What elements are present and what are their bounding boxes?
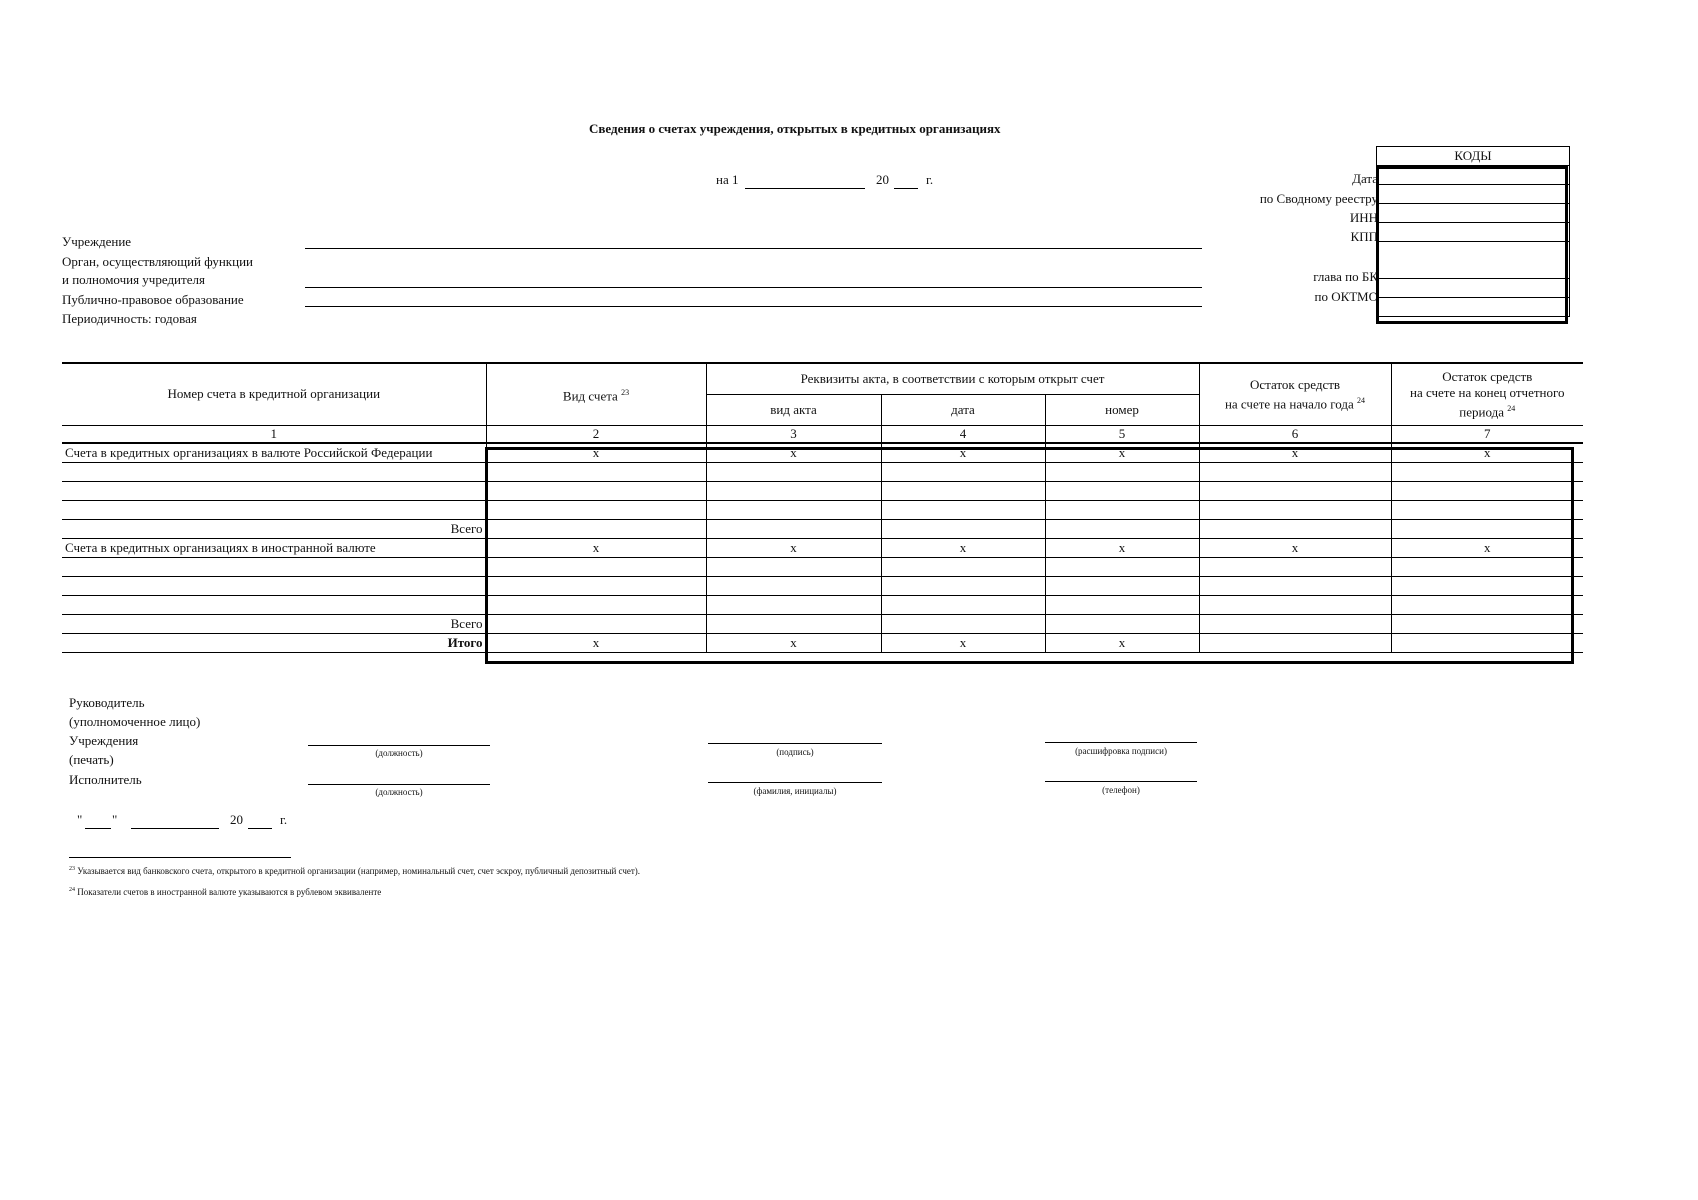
code-cell-date[interactable] [1377,166,1570,185]
table-row[interactable] [62,595,1583,614]
document-title: Сведения о счетах учреждения, открытых в кредитных организациях [589,121,1001,136]
code-cell-bk[interactable] [1377,242,1570,279]
table-cell[interactable] [1045,576,1199,595]
section-fx-label: Счета в кредитных организациях в иностранной валюте [62,538,486,557]
table-cell[interactable] [1045,462,1199,481]
table-row [62,538,1583,557]
table-row[interactable] [62,481,1583,500]
table-cell[interactable] [486,462,706,481]
x-mark: x [1199,443,1391,463]
code-cell-inn[interactable] [1377,204,1570,223]
table-cell[interactable] [486,576,706,595]
table-cell[interactable] [1199,500,1391,519]
table-cell[interactable] [1391,481,1583,500]
x-mark: x [486,633,706,652]
accounts-table [62,362,1583,653]
col-number-6: 6 [1199,425,1391,443]
table-cell[interactable] [1391,519,1583,538]
table-cell[interactable] [1199,633,1391,652]
table-cell[interactable] [1199,519,1391,538]
codes-table [1376,146,1570,317]
table-row[interactable] [62,576,1583,595]
date-day-month-field[interactable] [745,188,865,189]
table-cell[interactable] [62,500,486,519]
col-header-act-type: вид акта [706,394,881,425]
col-header-act-details: Реквизиты акта, в соответствии с которым открыт счет [706,363,1199,394]
table-cell[interactable] [881,595,1045,614]
col-number-7: 7 [1391,425,1583,443]
table-cell[interactable] [1045,614,1199,633]
footer-date-open-quote: " [77,812,83,827]
section-rub-label: Счета в кредитных организациях в валюте Российской Федерации [62,443,486,463]
founder-field[interactable] [305,287,1202,288]
x-mark: x [881,443,1045,463]
table-cell[interactable] [1391,557,1583,576]
table-row [62,519,1583,538]
executor-position-field[interactable] [308,784,490,785]
institution-label: Учреждение [62,234,132,249]
codes-label-date: Дата [1352,171,1378,186]
table-cell[interactable] [706,614,881,633]
code-cell-periodicity[interactable] [1377,298,1570,317]
table-cell[interactable] [486,595,706,614]
table-row [62,443,1583,463]
x-mark: x [486,443,706,463]
x-mark: x [881,538,1045,557]
head-label-line1: Руководитель [69,695,145,710]
col-header-account-number: Номер счета в кредитной организации [62,363,486,425]
col-number-3: 3 [706,425,881,443]
table-row[interactable] [62,500,1583,519]
code-cell-oktmo[interactable] [1377,279,1570,298]
table-cell[interactable] [486,557,706,576]
codes-header: КОДЫ [1377,147,1570,166]
codes-label-bk: глава по БК [1313,269,1378,284]
table-cell[interactable] [62,462,486,481]
head-position-caption: (должность) [375,748,423,758]
date-year-prefix: 20 [876,172,889,187]
footer-date-close-quote: " [112,812,118,827]
table-cell[interactable] [1045,519,1199,538]
table-cell[interactable] [881,614,1045,633]
table-cell[interactable] [706,500,881,519]
public-entity-field[interactable] [305,306,1202,307]
table-cell[interactable] [1391,576,1583,595]
periodicity-label: Периодичность: годовая [62,311,197,326]
founder-label-line2: и полномочия учредителя [62,272,205,287]
footnote-23: $^{23}$ Указывается вид банковского счета, открытого в кредитной организации (например, номинальный счет, счет эскроу, публичный депозитный счет). [69,866,641,876]
table-cell[interactable] [62,576,486,595]
x-mark: x [706,633,881,652]
table-cell[interactable] [881,519,1045,538]
table-cell[interactable] [706,481,881,500]
col-header-balance-start: Остаток средств на счете на начало года $^{24}$ [1199,363,1391,425]
table-cell[interactable] [1391,462,1583,481]
table-cell[interactable] [1391,633,1583,652]
table-cell[interactable] [486,519,706,538]
x-mark: x [706,443,881,463]
head-signature-caption: (подпись) [776,747,814,757]
footer-date-month-field[interactable] [131,828,219,829]
footer-date-year-prefix: 20 [230,812,243,827]
col-header-balance-end: Остаток средств на счете на конец отчетного периода $^{24}$ [1391,363,1583,425]
codes-label-inn: ИНН [1349,210,1378,225]
institution-field[interactable] [305,248,1202,249]
table-cell[interactable] [881,481,1045,500]
x-mark: x [1045,538,1199,557]
col-number-4: 4 [881,425,1045,443]
x-mark: x [706,538,881,557]
code-cell-registry[interactable] [1377,185,1570,204]
col-number-5: 5 [1045,425,1199,443]
table-cell[interactable] [486,500,706,519]
executor-name-field[interactable] [708,782,882,783]
table-cell[interactable] [881,576,1045,595]
executor-phone-field[interactable] [1045,781,1197,782]
codes-label-oktmo: по ОКТМО [1314,289,1378,304]
executor-name-caption: (фамилия, инициалы) [753,786,837,796]
table-row[interactable] [62,462,1583,481]
footnote-separator [69,857,291,858]
table-cell[interactable] [62,595,486,614]
table-cell[interactable] [486,481,706,500]
col-header-act-date: дата [881,394,1045,425]
date-prefix: на 1 [716,172,739,187]
date-year-field[interactable] [894,188,918,189]
head-position-field[interactable] [308,745,490,746]
executor-position-caption: (должность) [375,787,423,797]
table-cell[interactable] [1391,614,1583,633]
table-row[interactable] [62,557,1583,576]
table-cell[interactable] [881,462,1045,481]
grand-total-label: Итого [62,633,486,652]
codes-label-registry: по Сводному реестру [1259,191,1378,206]
footer-date-year-field[interactable] [248,828,272,829]
public-entity-label: Публично-правовое образование [62,292,244,307]
head-decoding-caption: (расшифровка подписи) [1075,746,1167,756]
table-cell[interactable] [1391,500,1583,519]
table-cell[interactable] [1199,557,1391,576]
table-cell[interactable] [706,557,881,576]
table-cell[interactable] [62,481,486,500]
table-cell[interactable] [1199,614,1391,633]
footer-date-day-field[interactable] [85,828,111,829]
col-header-account-type: Вид счета $^{23}$ [486,363,706,425]
table-cell[interactable] [486,614,706,633]
col-header-act-number: номер [1045,394,1199,425]
head-label-line4: (печать) [69,752,114,767]
table-cell[interactable] [1199,595,1391,614]
executor-label: Исполнитель [69,772,142,787]
executor-phone-caption: (телефон) [1102,785,1140,795]
footer-date-suffix: г. [280,812,288,827]
table-cell[interactable] [706,462,881,481]
table-cell[interactable] [706,519,881,538]
table-cell[interactable] [706,595,881,614]
head-label-line3: Учреждения [69,733,139,748]
table-cell[interactable] [1199,576,1391,595]
codes-label-kpp: КПП [1350,229,1378,244]
table-row [62,614,1583,633]
table-cell[interactable] [881,557,1045,576]
x-mark: x [1391,538,1583,557]
footnote-24: $^{24}$ Показатели счетов в иностранной валюте указываются в рублевом эквиваленте [69,887,382,897]
subtotal-rub-label: Всего [62,519,486,538]
table-cell[interactable] [706,576,881,595]
x-mark: x [881,633,1045,652]
x-mark: x [1199,538,1391,557]
x-mark: x [1045,633,1199,652]
col-number-1: 1 [62,425,486,443]
col-number-2: 2 [486,425,706,443]
table-cell[interactable] [1045,557,1199,576]
date-suffix: г. [926,172,934,187]
code-cell-kpp[interactable] [1377,223,1570,242]
head-decoding-field[interactable] [1045,742,1197,743]
table-row [62,633,1583,652]
table-cell[interactable] [62,557,486,576]
founder-label-line1: Орган, осуществляющий функции [62,254,253,269]
x-mark: x [1045,443,1199,463]
x-mark: x [1391,443,1583,463]
table-cell[interactable] [1045,500,1199,519]
x-mark: x [486,538,706,557]
table-cell[interactable] [1199,481,1391,500]
table-cell[interactable] [1199,462,1391,481]
table-cell[interactable] [1391,595,1583,614]
table-cell[interactable] [1045,481,1199,500]
head-signature-field[interactable] [708,743,882,744]
table-cell[interactable] [881,500,1045,519]
table-cell[interactable] [1045,595,1199,614]
head-label-line2: (уполномоченное лицо) [69,714,201,729]
subtotal-fx-label: Всего [62,614,486,633]
